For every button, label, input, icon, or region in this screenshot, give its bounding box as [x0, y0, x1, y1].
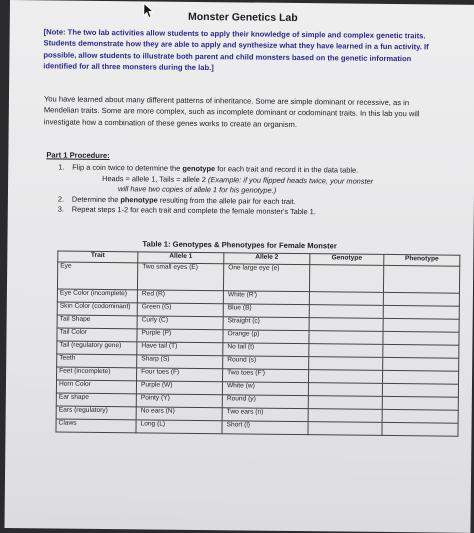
genotype-cell[interactable] [308, 396, 382, 410]
allele-1-cell: Purple (P) [137, 329, 223, 343]
genotype-cell[interactable] [309, 331, 383, 345]
trait-cell: Tail Color [57, 328, 137, 342]
phenotype-cell[interactable] [382, 409, 458, 423]
trait-cell: Claws [56, 419, 136, 433]
trait-cell: Teeth [57, 354, 137, 368]
genetics-table [55, 251, 460, 437]
trait-cell: Horn Color [56, 380, 136, 394]
allele-1-cell: Long (L) [136, 420, 222, 434]
allele-1-cell: Four toes (F) [137, 368, 223, 382]
header-trait: Trait [58, 251, 138, 263]
step-3: 3. Repeat steps 1-2 for each trait and complete the female monster's Table 1. [57, 204, 316, 217]
page-title: Monster Genetics Lab [187, 10, 298, 25]
allele-2-cell: Straight (c) [223, 317, 309, 331]
worksheet-page [4, 0, 474, 533]
allele-2-cell: Short (l) [222, 421, 308, 435]
trait-cell: Eye [57, 262, 137, 290]
allele-1-cell: No ears (N) [136, 407, 222, 421]
trait-cell: Feet (incomplete) [57, 367, 137, 381]
phenotype-cell[interactable] [383, 344, 459, 358]
genotype-cell[interactable] [309, 344, 383, 358]
table-row [57, 262, 459, 293]
phenotype-cell[interactable] [383, 370, 459, 384]
teacher-note: [Note: The two lab activities allow students to apply their knowledge of simple and complex genetic traits. Students demonstrate how they are able to apply and synthesize what they have learned in a fun activity. If possible, allow students to illustrate both parent and child monsters based on the genetic information identified for all three monsters during the lab.] [43, 27, 429, 73]
phenotype-cell[interactable] [382, 383, 458, 397]
step-1: 1. Flip a coin twice to determine the genotype for each trait and record it in the data table. [58, 162, 359, 175]
part-1-heading: Part 1 Procedure: [46, 150, 110, 161]
allele-1-cell: Two small eyes (E) [137, 263, 223, 291]
allele-1-cell: Have tail (T) [137, 342, 223, 356]
allele-2-cell: No tail (t) [223, 343, 309, 357]
genotype-cell[interactable] [309, 305, 383, 319]
genotype-cell[interactable] [309, 265, 383, 293]
phenotype-cell[interactable] [383, 318, 459, 332]
phenotype-cell[interactable] [383, 292, 459, 306]
header-allele-2: Allele 2 [224, 253, 310, 265]
allele-2-cell: White (R') [223, 291, 309, 305]
phenotype-cell[interactable] [383, 305, 459, 319]
allele-1-cell: Curly (C) [137, 316, 223, 330]
allele-2-cell: Round (y) [222, 395, 308, 409]
genotype-cell[interactable] [308, 383, 382, 397]
procedure-steps: 1. Flip a coin twice to determine the genotype for each trait and record it in the data table. Heads = allele 1, Tails = allele 2 (Example: if you flipped heads twice, your monster will have two copies of allele 1 for his genotype.) 2. Determine the phenotype resulting from the allele pair for each trait. 3. Repeat steps 1-2 for each trait and complete the female monster's Table 1. [58, 163, 459, 220]
table-caption: Table 1: Genotypes & Phenotypes for Female Monster [142, 239, 337, 251]
trait-cell: Tail (regulatory gene) [57, 341, 137, 355]
intro-paragraph: You have learned about many different patterns of inheritance. Some are simple dominant or recessive, as in Mendelian traits. Some are more complex, such as incomplete dominant or codominant traits. In this lab you will investigate how a combination of these genes works to create an organism. [43, 94, 420, 129]
allele-1-cell: Purple (W) [136, 381, 222, 395]
genotype-cell[interactable] [309, 318, 383, 332]
trait-cell: Ear shape [56, 393, 136, 407]
phenotype-cell[interactable] [382, 396, 458, 410]
phenotype-cell[interactable] [382, 422, 458, 436]
trait-cell: Skin Color (codominant) [57, 302, 137, 316]
trait-cell: Ears (regulatory) [56, 406, 136, 420]
genotype-cell[interactable] [309, 370, 383, 384]
allele-1-cell: Sharp (S) [137, 355, 223, 369]
header-phenotype: Phenotype [384, 254, 460, 266]
genotype-cell[interactable] [309, 292, 383, 306]
allele-2-cell: White (w) [222, 382, 308, 396]
header-allele-1: Allele 1 [138, 252, 224, 264]
step-2: 2. Determine the phenotype resulting from the allele pair for each trait. [57, 194, 296, 206]
phenotype-cell[interactable] [383, 357, 459, 371]
allele-2-cell: Two ears (n) [222, 408, 308, 422]
allele-2-cell: Two toes (F') [223, 369, 309, 383]
allele-2-cell: Orange (p) [223, 330, 309, 344]
phenotype-cell[interactable] [383, 331, 459, 345]
allele-2-cell: One large eye (e) [223, 264, 309, 292]
allele-1-cell: Red (R) [137, 290, 223, 304]
allele-1-cell: Pointy (Y) [136, 394, 222, 408]
allele-2-cell: Round (s) [223, 356, 309, 370]
phenotype-cell[interactable] [383, 265, 459, 293]
genotype-cell[interactable] [308, 409, 382, 423]
trait-cell: Eye Color (incomplete) [57, 289, 137, 303]
allele-1-cell: Green (G) [137, 303, 223, 317]
allele-2-cell: Blue (B) [223, 304, 309, 318]
genotype-cell[interactable] [309, 357, 383, 371]
header-genotype: Genotype [310, 254, 384, 266]
trait-cell: Tail Shape [57, 315, 137, 329]
genotype-cell[interactable] [308, 422, 382, 436]
